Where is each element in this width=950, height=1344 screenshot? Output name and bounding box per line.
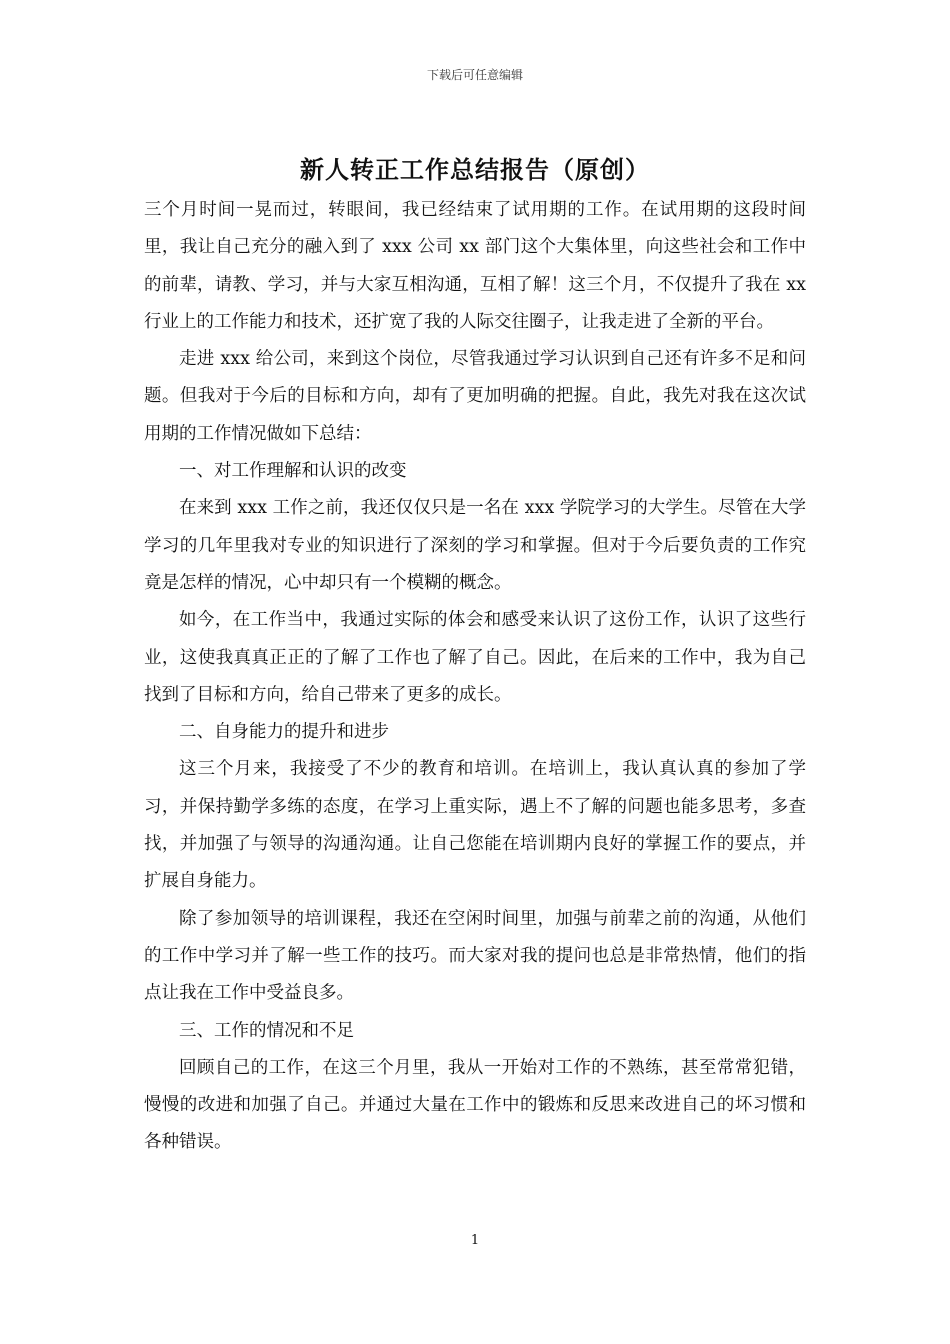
paragraph: 在来到 xxx 工作之前，我还仅仅只是一名在 xxx 学院学习的大学生。尽管在大学学习的几年里我对专业的知识进行了深刻的学习和掌握。但对于今后要负责的工作究竟是怎样的情况，心中却只有一个模糊的概念。 [144, 498, 806, 593]
page-header: 下载后可任意编辑 [426, 68, 523, 82]
section-heading-1: 一、对工作理解和认识的改变 [179, 461, 407, 482]
page-number: 1 [470, 1233, 480, 1248]
paragraph: 除了参加领导的培训课程，我还在空闲时间里，加强与前辈之前的沟通，从他们的工作中学习并了解一些工作的技巧。而大家对我的提问也总是非常热情，他们的指点让我在工作中受益良多。 [144, 908, 806, 1004]
paragraph: 这三个月来，我接受了不少的教育和培训。在培训上，我认真认真的参加了学习，并保持勤学多练的态度，在学习上重实际，遇上不了解的问题也能多思考，多查找，并加强了与领导的沟通沟通。让自己您能在培训期内良好的掌握工作的要点，并扩展自身能力。 [144, 759, 806, 892]
paragraph: 如今，在工作当中，我通过实际的体会和感受来认识了这份工作，认识了这些行业，这使我真真正正的了解了工作也了解了自己。因此，在后来的工作中，我为自己找到了目标和方向，给自己带来了更多的成长。 [144, 610, 806, 705]
section-heading-2: 二、自身能力的提升和进步 [179, 722, 389, 743]
paragraph-preface: 走进 xxx 给公司，来到这个岗位，尽管我通过学习认识到自己还有许多不足和问题。但我对于今后的目标和方向，却有了更加明确的把握。自此，我先对我在这次试用期的工作情况做如下总结： [144, 349, 806, 444]
paragraph-intro: 三个月时间一晃而过，转眼间，我已经结束了试用期的工作。在试用期的这段时间里，我让自己充分的融入到了 xxx 公司 xx 部门这个大集体里，向这些社会和工作中的前辈，请教、学习，并与大家互相沟通，互相了解！这三个月，不仅提升了我在 xx 行业上的工作能力和技术，还扩宽了我的人际交往圈子，让我走进了全新的平台。 [144, 200, 806, 332]
document-title: 新人转正工作总结报告（原创） [300, 155, 650, 184]
section-heading-3: 三、工作的情况和不足 [179, 1020, 354, 1041]
paragraph: 回顾自己的工作，在这三个月里，我从一开始对工作的不熟练，甚至常常犯错，慢慢的改进和加强了自己。并通过大量在工作中的锻炼和反思来改进自己的坏习惯和各种错误。 [144, 1057, 806, 1153]
document-body [144, 192, 806, 1162]
